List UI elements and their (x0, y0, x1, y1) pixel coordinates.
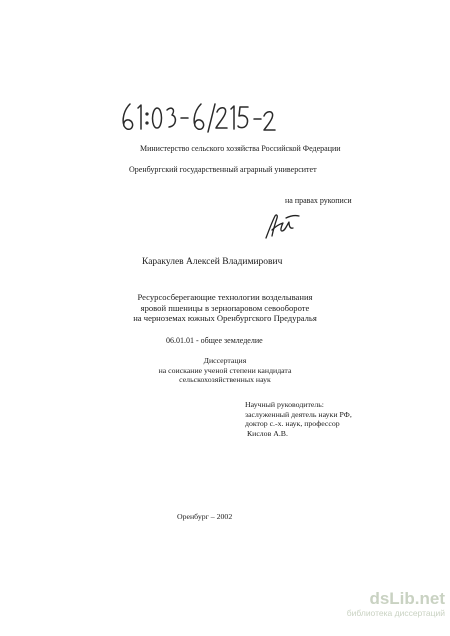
city-year: Оренбург – 2002 (177, 512, 233, 521)
degree-statement (140, 356, 310, 385)
manuscript-rights-note: на правах рукописи (285, 196, 352, 205)
supervisor-info (245, 400, 352, 438)
watermark-subtitle: библиотека диссертаций (346, 608, 445, 618)
supervisor-line: Научный руководитель: (245, 400, 324, 409)
supervisor-line: заслуженный деятель науки РФ, (245, 409, 352, 419)
title-line: яровой пшеницы в зернопаровом севообороте (140, 302, 310, 313)
author-signature (262, 206, 302, 242)
supervisor-line: Кислов А.В. (245, 428, 288, 438)
degree-line: сельскохозяйственных наук (179, 375, 271, 384)
ministry-line: Министерство сельского хозяйства Российской Федерации (140, 144, 341, 153)
watermark (330, 590, 445, 618)
signature-graphic (262, 206, 302, 242)
title-line: Ресурсосберегающие технологии возделывания (137, 292, 313, 302)
university-line: Оренбургский государственный аграрный университет (129, 165, 317, 174)
handwritten-archive-code (118, 96, 278, 140)
degree-line: Диссертация (203, 356, 247, 365)
handwritten-code-graphic (118, 96, 278, 140)
watermark-logo: dsLib.net (369, 589, 445, 608)
author-name: Каракулев Алексей Владимирович (142, 257, 283, 267)
specialty-code: 06.01.01 - общее земледелие (166, 336, 263, 345)
supervisor-line: доктор с.-х. наук, профессор (245, 419, 340, 428)
title-line: на черноземах южных Оренбургского Предуралья (133, 313, 317, 323)
degree-line: на соискание ученой степени кандидата (158, 365, 292, 375)
dissertation-title (112, 292, 338, 324)
